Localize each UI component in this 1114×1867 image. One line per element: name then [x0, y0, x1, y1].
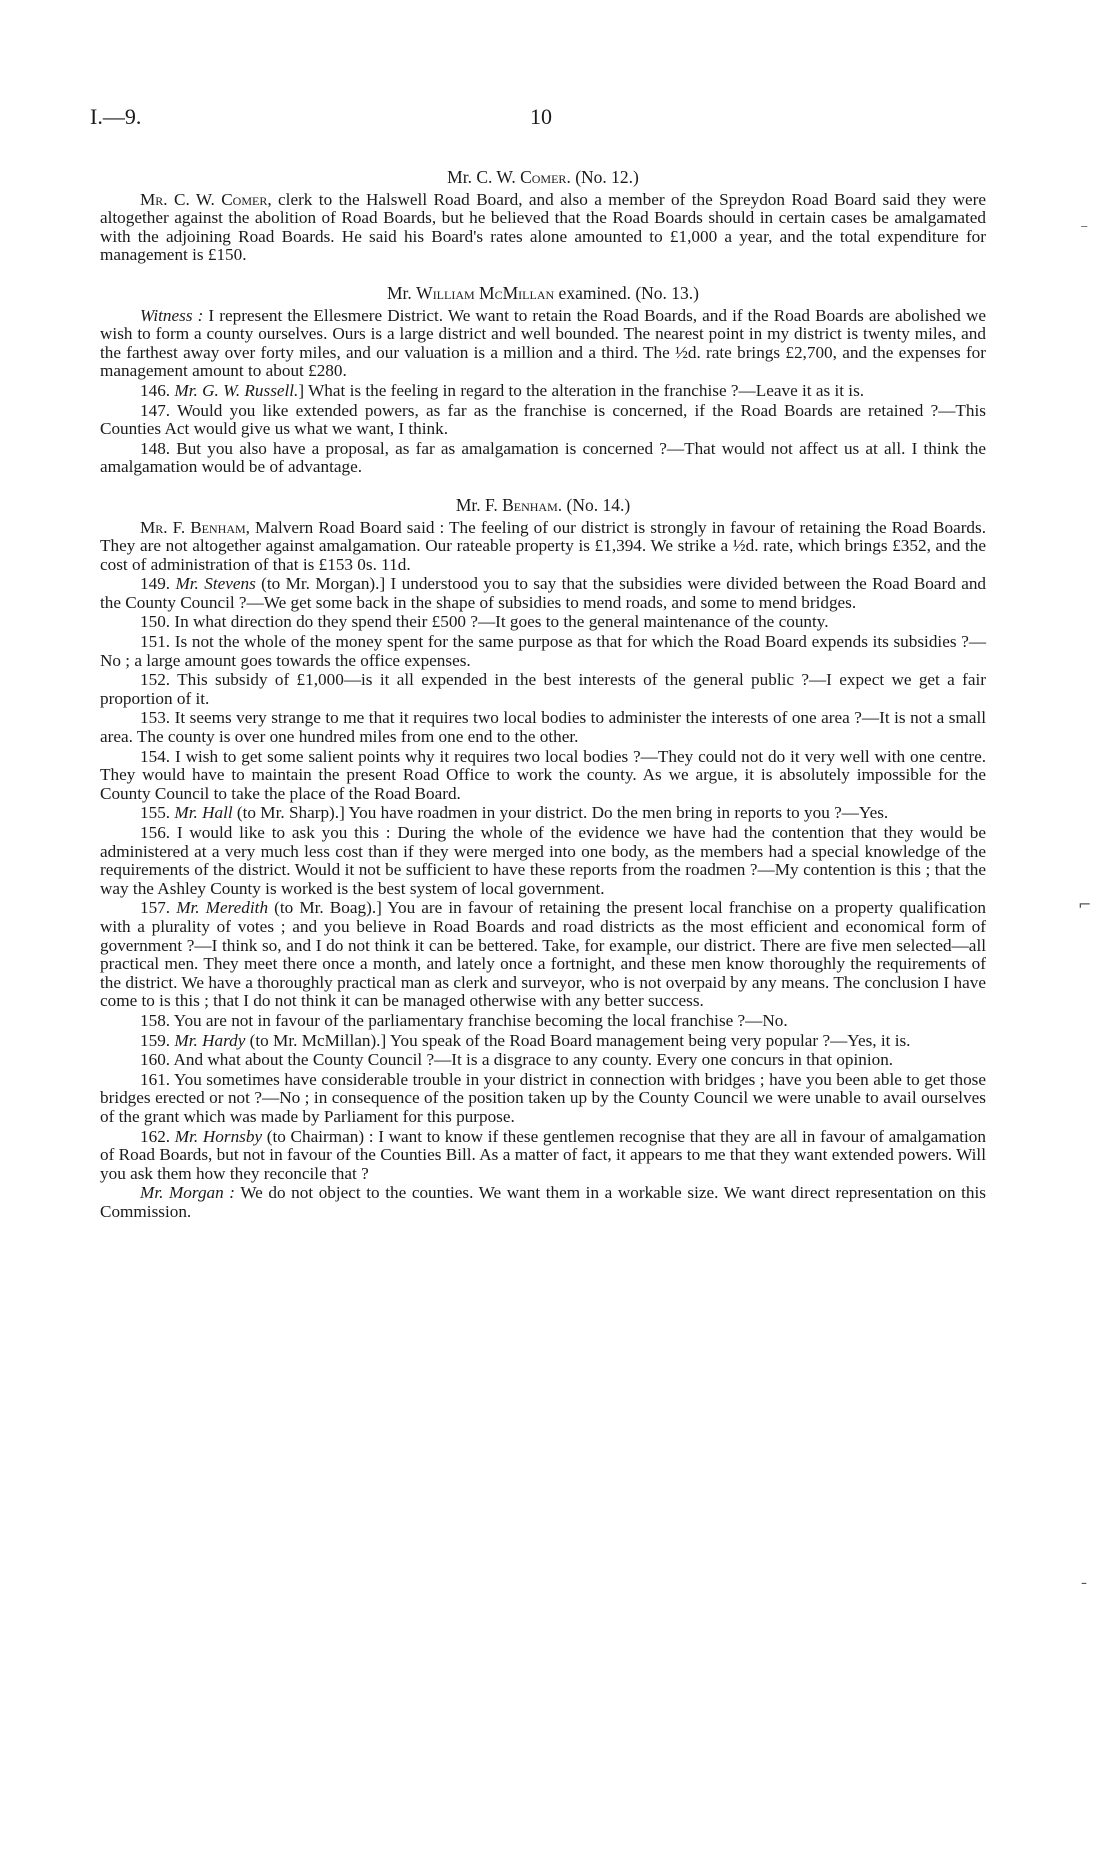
question-paragraph: 153. It seems very strange to me that it requires two local bodies to administer the interests of one area ?—It is not a small area. The county is over one hundred miles from one end to the other. — [100, 708, 987, 747]
question-paragraph: 152. This subsidy of £1,000—is it all expended in the best interests of the general public ?—I expect we get a fair proportion of it. — [100, 670, 986, 708]
question-paragraph: 149. Mr. Stevens (to Mr. Morgan).] I understood you to say that the subsidies were divided between the Road Board and the County Council ?—We get some back in the shape of subsidies to mend roads, and some to mend bridges. — [100, 574, 987, 612]
question-paragraph: 158. You are not in favour of the parliamentary franchise becoming the local franchise ?—No. — [140, 1010, 788, 1030]
witness-section — [100, 496, 986, 1222]
margin-scan-mark: ⌐ — [1078, 895, 1092, 914]
section-heading: Mr. William McMillan examined. (No. 13.) — [386, 282, 699, 303]
question-paragraph: 156. I would like to ask you this : During the whole of the evidence we have had the contention that they would be administered at a very much less cost than if they were merged into one body, as the members had a special knowledge of the requirements of the district. Would it not be sufficient to have these reports from the roadmen ?—My contention is this ; that the way the Ashley County is worked is the best system of local government. — [100, 823, 986, 898]
statement-paragraph: Mr. F. Benham, Malvern Road Board said : The feeling of our district is strongly in favour of retaining the Road Boards. They are not altogether against amalgamation. Our rateable property is £1,394. We strike a ½d. rate, which brings £352, and the cost of administration of that is £153 0s. 11d. — [100, 517, 987, 574]
question-paragraph: 150. In what direction do they spend their £500 ?—It goes to the general maintenance of the county. — [140, 612, 829, 632]
document-body — [100, 168, 986, 1222]
question-paragraph: 161. You sometimes have considerable trouble in your district in connection with bridges ; have you been able to get those bridges erected or not ?—No ; in consequence of the position taken up by the County Council we were unable to avail ourselves of the grant which was made by Parliament for this purpose. — [100, 1069, 986, 1126]
statement-paragraph: Mr. Morgan : We do not object to the counties. We want them in a workable size. We want direct representation on this Commission. — [100, 1183, 986, 1221]
witness-name: Comer — [520, 167, 567, 187]
question-paragraph: 162. Mr. Hornsby (to Chairman) : I want to know if these gentlemen recognise that they are all in favour of amalgamation of Road Boards, but not in favour of the Counties Bill. As a matter of fact, it appears to me that they want extended powers. Will you ask them how they reconcile that ? — [100, 1126, 986, 1183]
question-paragraph: 160. And what about the County Council ?—It is a disgrace to any county. Every one concurs in that opinion. — [140, 1050, 894, 1070]
document-reference: I.—9. — [90, 104, 142, 129]
question-paragraph: 148. But you also have a proposal, as far as amalgamation is concerned ?—That would not affect us at all. I think the amalgamation would be of advantage. — [100, 438, 987, 477]
witness-section — [100, 284, 986, 477]
witness-section — [100, 168, 986, 265]
question-paragraph: 157. Mr. Meredith (to Mr. Boag).] You are in favour of retaining the present local franchise on a property qualification with a plurality of votes ; and you believe in Road Boards and road districts as the most efficient and economical form of government ?—I think so, and I do not think it can be bettered. Take, for example, our district. There are five men selected—all practical men. They meet there once a month, and lately once a fortnight, and these men know thoroughly the requirements of the district. We have a thoroughly practical man as clerk and surveyor, who is not overpaid by any means. The conclusion I have come to is this ; that I do not think it can be managed otherwise with any better success. — [100, 898, 987, 1011]
page-number: 10 — [530, 104, 552, 129]
statement-paragraph: Witness : I represent the Ellesmere District. We want to retain the Road Boards, and if the Road Boards are abolished we wish to form a county ourselves. Ours is a large district and well bounded. The nearest point in my district is twenty miles, and the farthest away over forty miles, and our valuation is a million and a third. The ½d. rate brings £2,700, and the expenses for management amount to about £280. — [100, 305, 986, 381]
section-heading: Mr. F. Benham. (No. 14.) — [455, 494, 631, 515]
margin-scan-mark: ˉ — [1080, 1580, 1088, 1599]
running-header — [90, 104, 990, 134]
section-heading: Mr. C. W. Comer. (No. 12.) — [447, 167, 639, 187]
margin-scan-mark: ⁻ — [1080, 220, 1089, 239]
witness-name: Benham — [502, 494, 558, 515]
statement-paragraph: Mr. C. W. Comer, clerk to the Halswell Road Board, and also a member of the Spreydon Road Board said they were altogether against the abolition of Road Boards, but he believed that the Road Boards should in certain cases be amalgamated with the adjoining Road Boards. He said his Board's rates alone amounted to £1,000 a year, and the total expenditure for management is £150. — [100, 189, 986, 265]
question-paragraph: 154. I wish to get some salient points why it requires two local bodies ?—They could not do it very well with one centre. They would have to maintain the present Road Office to work the county. As we argue, it is absolutely impossible for the County Council to take the place of the Road Board. — [100, 746, 986, 803]
question-paragraph: 155. Mr. Hall (to Mr. Sharp).] You have roadmen in your district. Do the men bring in reports to you ?—Yes. — [140, 803, 889, 823]
question-paragraph: 151. Is not the whole of the money spent for the same purpose as that for which the Road Board expends its subsidies ?—No ; a large amount goes towards the office expenses. — [100, 632, 987, 670]
question-paragraph: 159. Mr. Hardy (to Mr. McMillan).] You speak of the Road Board management being very popular ?—Yes, it is. — [140, 1030, 911, 1050]
question-paragraph: 147. Would you like extended powers, as far as the franchise is concerned, if the Road Boards are retained ?—This Counties Act would give us what we want, I think. — [100, 400, 986, 439]
question-paragraph: 146. Mr. G. W. Russell.] What is the feeling in regard to the alteration in the franchise ?—Leave it as it is. — [140, 380, 865, 400]
witness-name: William McMillan — [416, 282, 555, 303]
